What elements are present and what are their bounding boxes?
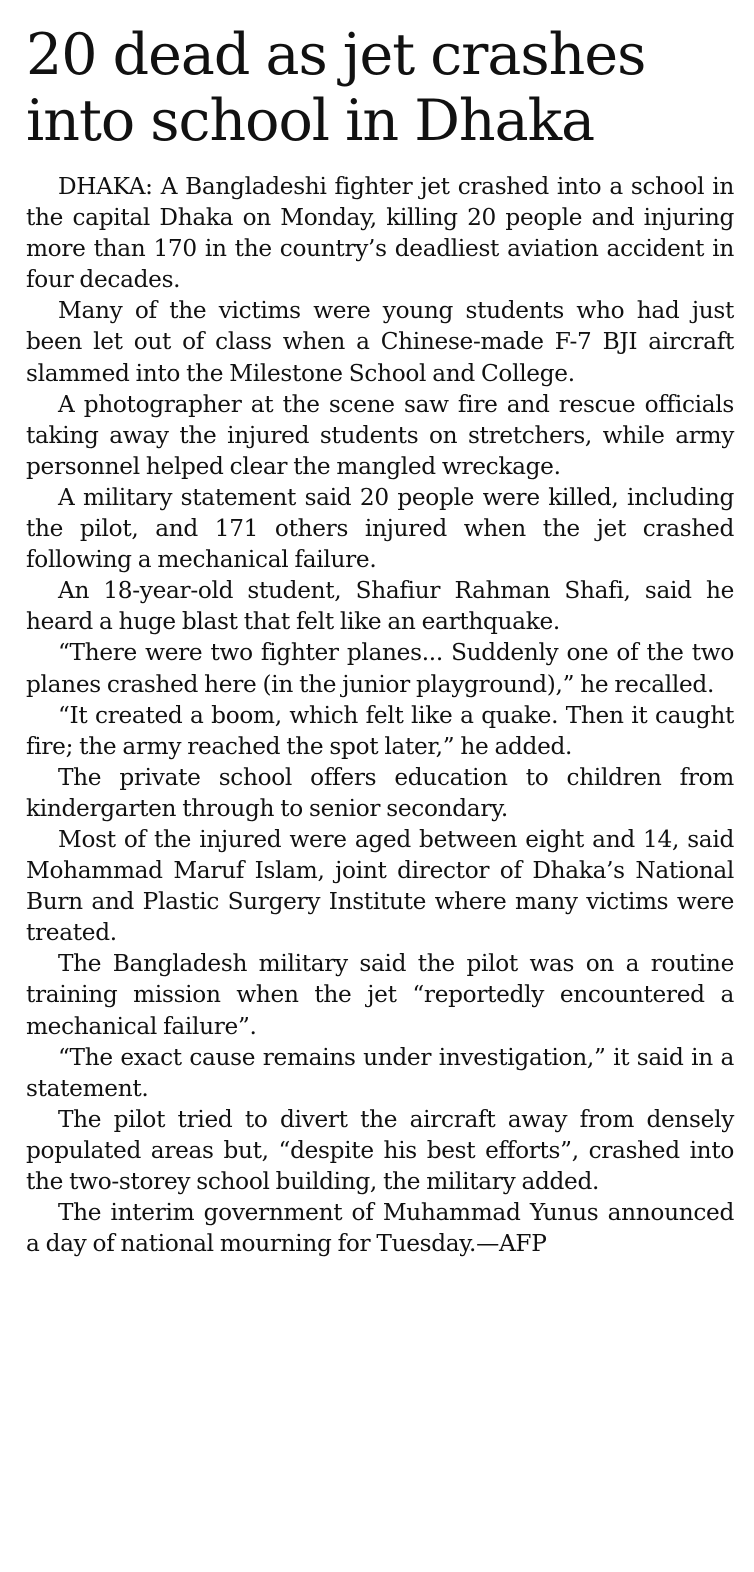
article-paragraph-2: Many of the victims were young students who had just been let out of class when a Chinese-made F-7 BJI aircraft slammed into the Milestone School and College. [26, 297, 734, 387]
headline-line-2: into school in Dhaka [26, 88, 595, 154]
article-paragraph-13: The interim government of Muhammad Yunus announced a day of national mourning for Tuesday.—AFP [26, 1199, 734, 1258]
article-paragraph-8: The private school offers education to children from kindergarten through to senior secondary. [26, 763, 734, 822]
article-paragraph-5: An 18-year-old student, Shafiur Rahman Shafi, said he heard a huge blast that felt like an earthquake. [26, 577, 734, 636]
article-paragraph-4: A military statement said 20 people were killed, including the pilot, and 171 others injured when the jet crashed following a mechanical failure. [26, 483, 734, 574]
article-paragraph-10: The Bangladesh military said the pilot was on a routine training mission when the jet “reportedly encountered a mechanical failure”. [26, 950, 734, 1040]
article-paragraph-7: “It created a boom, which felt like a quake. Then it caught fire; the army reached the spot later,” he added. [26, 701, 734, 760]
article-headline [26, 22, 734, 154]
article-paragraph-12: The pilot tried to divert the aircraft away from densely populated areas but, “despite his best efforts”, crashed into the two-storey school building, the military added. [26, 1105, 734, 1195]
article-paragraph-1: DHAKA: A Bangladeshi fighter jet crashed into a school in the capital Dhaka on Monday, killing 20 people and injuring more than 170 in the country’s deadliest aviation accident in four decades. [26, 173, 734, 294]
headline-line-1: 20 dead as jet crashes [26, 22, 646, 88]
article-paragraph-3: A photographer at the scene saw fire and rescue officials taking away the injured students on stretchers, while army personnel helped clear the mangled wreckage. [26, 390, 734, 480]
article-paragraph-11: “The exact cause remains under investigation,” it said in a statement. [26, 1043, 734, 1102]
article-body [26, 171, 734, 1259]
article-paragraph-6: “There were two fighter planes... Suddenly one of the two planes crashed here (in the junior playground),” he recalled. [26, 639, 734, 698]
article-paragraph-9: Most of the injured were aged between eight and 14, said Mohammad Maruf Islam, joint director of Dhaka’s National Burn and Plastic Surgery Institute where many victims were treated. [26, 825, 734, 947]
